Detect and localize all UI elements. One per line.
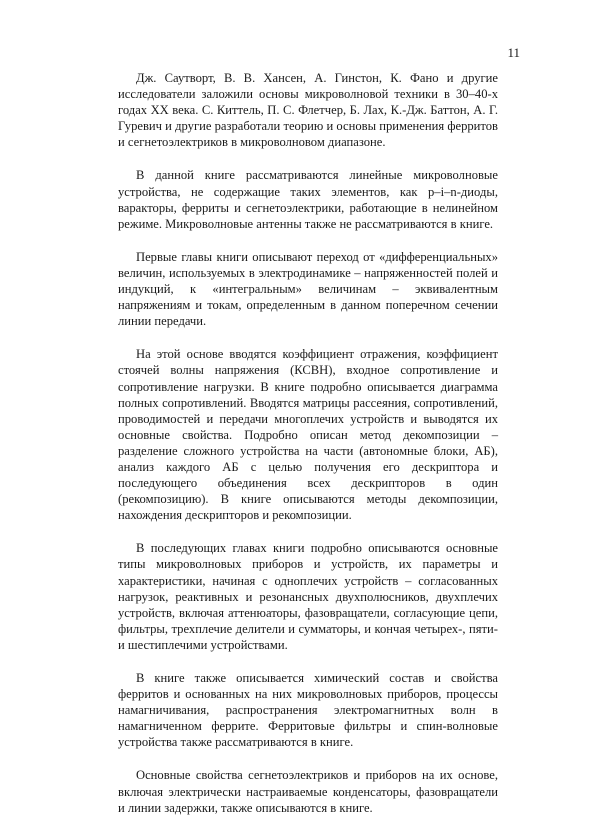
paragraph: В данной книге рассматриваются линейные микроволновые устройства, не содержащие таких элементов, как p–i–n-диоды, варакторы, ферриты и сегнетоэлектрики, работающие в нелинейном режиме. Микроволновые антенны также не рассматриваются в книге. [118, 168, 498, 231]
paragraph: В книге также описывается химический состав и свойства ферритов и основанных на них микроволновых приборов, процессы намагничивания, распространения электромагнитных волн в намагниченном феррите. Ферритовые фильтры и спин-волновые устройства также рассматриваются в книге. [118, 671, 498, 750]
paragraph: В последующих главах книги подробно описываются основные типы микроволновых приборов и устройств, их параметры и характеристики, начиная с одноплечих устройств – согласованных нагрузок, реактивных и резонансных двухполюсников, двухплечих устройств, включая аттенюаторы, фазовращатели, согласующие цепи, фильтры, трехплечие делители и сумматоры, и кончая четырех-, пяти- и шестиплечими устройствами. [118, 541, 498, 652]
paragraph: Основные свойства сегнетоэлектриков и приборов на их основе, включая электрически настраиваемые конденсаторы, фазовращатели и линии задержки, также описываются в книге. [118, 768, 498, 815]
page-number: 11 [507, 45, 520, 60]
paragraph: Дж. Саутворт, В. В. Хансен, А. Гинстон, К. Фано и другие исследователи заложили основы микроволновой техники в 30–40-х годах XX века. С. Киттель, П. С. Флетчер, Б. Лах, К.-Дж. Баттон, А. Г. Гуревич и другие разработали теорию и основы применения ферритов и сегнетоэлектриков в микроволновом диапазоне. [118, 71, 498, 150]
paragraph: Первые главы книги описывают переход от «дифференциальных» величин, используемых в электродинамике – напряженностей полей и индукций, к «интегральным» величинам – эквивалентным напряжениям и токам, определенным в данном поперечном сечении линии передачи. [118, 249, 498, 329]
page-body [118, 70, 498, 833]
paragraph: На этой основе вводятся коэффициент отражения, коэффициент стоячей волны напряжения (КСВН), входное сопротивление и сопротивление нагрузки. В книге подробно описывается диаграмма полных сопротивлений. Вводятся матрицы рассеяния, сопротивлений, проводимостей и передачи многоплечих устройств и выводятся их основные свойства. Подробно описан метод декомпозиции – разделение сложного устройства на части (автономные блоки, АБ), анализ каждого АБ с целью получения его дескриптора и последующего объединения всех дескрипторов в один (рекомпозицию). В книге описываются методы декомпозиции, нахождения дескрипторов и рекомпозиции. [118, 347, 498, 523]
